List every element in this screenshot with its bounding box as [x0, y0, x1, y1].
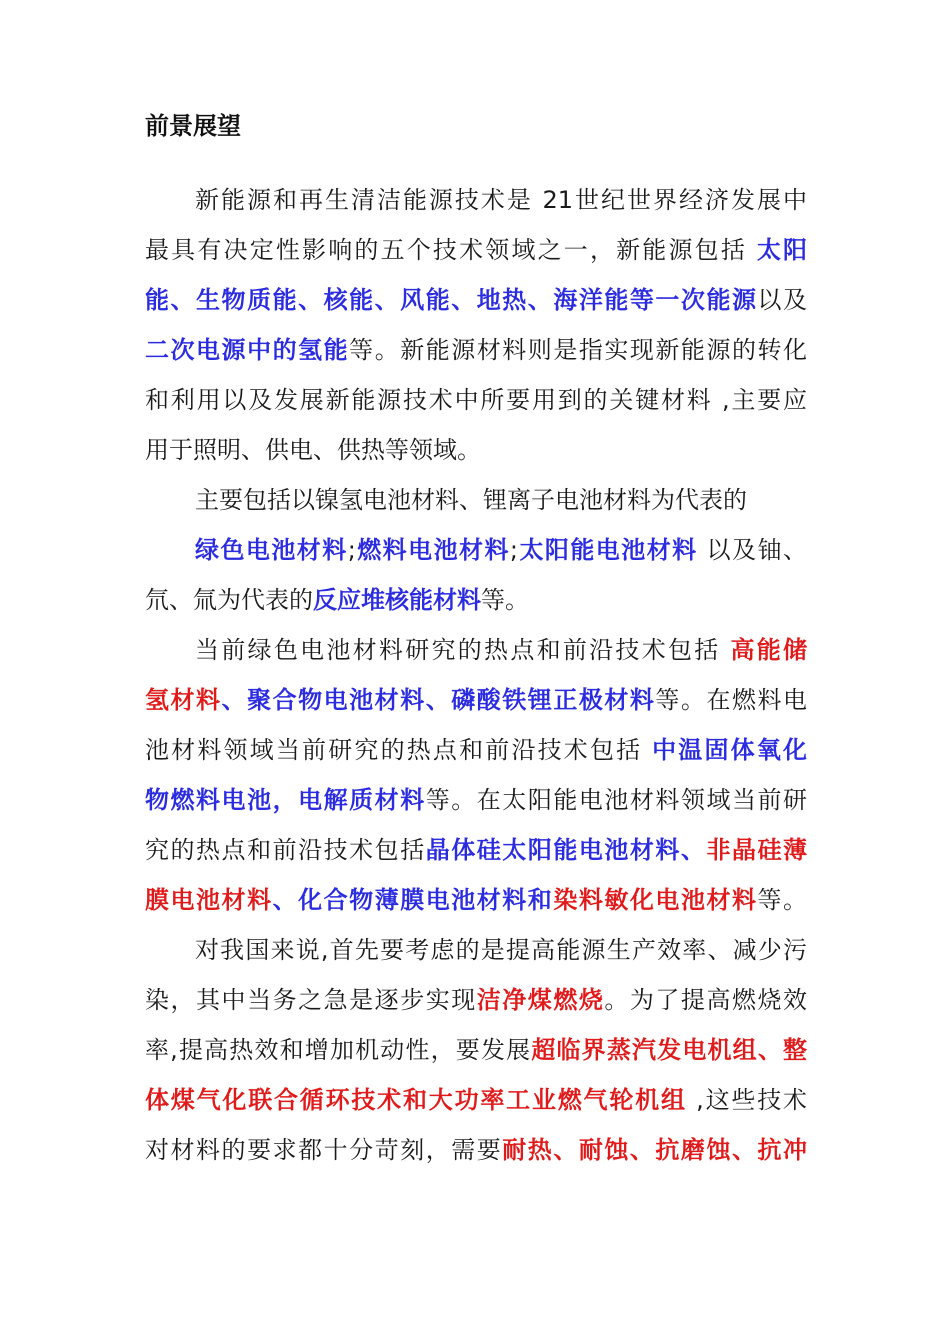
highlight-blue: 晶体硅太阳能电池材料、: [425, 836, 707, 864]
text-run: 以及: [757, 286, 808, 314]
text-run: 新能源和再生清洁能源技术是 21世纪世界经济发展中: [195, 186, 807, 214]
text-line: [145, 580, 529, 620]
section-heading: 前景展望: [145, 112, 241, 140]
highlight-red: 体煤气化联合循环技术和大功率工业燃气轮机组: [145, 1086, 687, 1114]
highlight-blue: 反应堆核能材料: [313, 586, 481, 614]
highlight-blue: 中温固体氧化: [652, 736, 807, 764]
text-run: 最具有决定性影响的五个技术领域之一，新能源包括: [145, 236, 757, 264]
highlight-blue: 能、生物质能、核能、风能、地热、海洋能等一次能源: [145, 286, 758, 314]
highlight-blue: 物燃料电池，电解质材料: [145, 786, 426, 814]
highlight-red: 氢材料: [145, 686, 222, 714]
highlight-blue: 绿色电池材料: [195, 536, 348, 564]
highlight-blue: 太阳: [756, 236, 807, 264]
highlight-blue: 二次电源中的氢能: [145, 336, 350, 364]
text-run: 对我国来说,首先要考虑的是提高能源生产效率、减少污: [195, 936, 807, 964]
text-run: 。为了提高燃烧效: [604, 986, 808, 1014]
text-line: [145, 230, 807, 270]
text-run: 等。在太阳能电池材料领域当前研: [425, 786, 808, 814]
text-run: 等。新能源材料则是指实现新能源的转化: [349, 336, 808, 364]
text-run: 率,提高热效和增加机动性，要发展: [145, 1036, 532, 1064]
text-line: [195, 480, 747, 520]
text-run: 池材料领域当前研究的热点和前沿技术包括: [145, 736, 653, 764]
text-line: [195, 180, 807, 220]
text-line: [145, 780, 807, 820]
text-line: [145, 880, 807, 920]
text-line: [145, 830, 807, 870]
text-line: [145, 730, 807, 770]
text-line: [195, 530, 807, 570]
highlight-red: 非晶硅薄: [706, 836, 808, 864]
text-line: [195, 930, 807, 970]
text-run: 当前绿色电池材料研究的热点和前沿技术包括: [195, 636, 731, 664]
text-run: 究的热点和前沿技术包括: [145, 836, 426, 864]
text-line: [145, 380, 807, 420]
text-line: [145, 1030, 807, 1070]
highlight-red: 染料敏化电池材料: [553, 886, 758, 914]
text-line: [145, 280, 807, 320]
text-run: 主要包括以镍氢电池材料、锂离子电池材料为代表的: [195, 486, 747, 514]
text-line: [145, 980, 807, 1020]
highlight-blue: 太阳能电池材料: [518, 536, 698, 564]
text-line: [145, 330, 807, 370]
text-run: 等。在燃料电: [655, 686, 808, 714]
text-run: 用于照明、供电、供热等领域。: [145, 436, 481, 464]
text-line: [145, 680, 807, 720]
highlight-red: 洁净煤燃烧: [476, 986, 605, 1014]
highlight-red: 超临界蒸汽发电机组、整: [531, 1036, 807, 1064]
text-run: 等。: [481, 586, 529, 614]
highlight-blue: 燃料电池材料: [355, 536, 510, 564]
text-run: 染，其中当务之急是逐步实现: [145, 986, 477, 1014]
highlight-blue: 、聚合物电池材料、磷酸铁锂正极材料: [221, 686, 656, 714]
highlight-red: 高能储: [730, 636, 807, 664]
highlight-red: 耐热、耐蚀、抗磨蚀、抗冲: [502, 1136, 808, 1164]
text-run: 等。: [757, 886, 808, 914]
text-line: [145, 1130, 807, 1170]
text-run: ;: [347, 536, 356, 564]
highlight-red: 膜电池材料: [145, 886, 273, 914]
text-line: [145, 430, 481, 470]
text-run: ;: [509, 536, 519, 564]
text-run: 和利用以及发展新能源技术中所要用到的关键材料 ,主要应: [145, 386, 807, 414]
text-line: [145, 1080, 807, 1120]
text-run: 氘、氚为代表的: [145, 586, 313, 614]
text-run: 对材料的要求都十分苛刻，需要: [145, 1136, 503, 1164]
text-run: ,这些技术: [686, 1086, 807, 1114]
text-run: 以及铀、: [697, 536, 808, 564]
text-line: [195, 630, 807, 670]
highlight-blue: 、化合物薄膜电池材料和: [272, 886, 554, 914]
